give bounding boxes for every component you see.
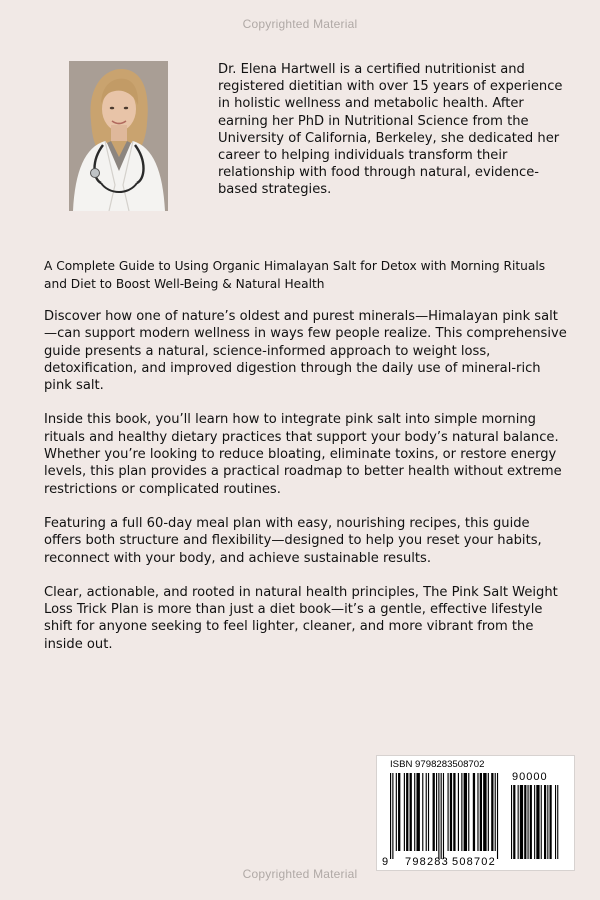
copyright-watermark-top: Copyrighted Material — [242, 17, 358, 31]
isbn-label: ISBN 9798283508702 — [390, 759, 485, 770]
description-paragraph-1: Discover how one of nature’s oldest and purest minerals—Himalayan pink salt—can support modern wellness in ways few people realize. This comprehensive guide presents a natural, science-informed approach to weight loss, detoxification, and improved digestion through the daily use of mineral-rich pink salt. — [44, 309, 567, 394]
copyright-watermark-bottom: Copyrighted Material — [242, 867, 358, 881]
book-description — [44, 308, 569, 670]
price-code: 90000 — [512, 771, 548, 783]
barcode-digits-left: 798283 — [405, 856, 449, 868]
barcode-digits-right: 508702 — [452, 856, 496, 868]
description-paragraph-3: Featuring a full 60-day meal plan with easy, nourishing recipes, this guide offers both structure and flexibility—designed to help you reset your habits, reconnect with your body, and achieve sustainable results. — [44, 515, 542, 566]
description-paragraph-2: Inside this book, you’ll learn how to integrate pink salt into simple morning rituals and healthy dietary practices that support your body’s natural balance. Whether you’re looking to reduce bloating, eliminate toxins, or restore energy levels, this plan provides a practical roadmap to better health without extreme restrictions or complicated routines. — [44, 412, 562, 497]
author-photo — [69, 61, 168, 211]
isbn-barcode — [376, 755, 575, 871]
description-paragraph-4: Clear, actionable, and rooted in natural health principles, The Pink Salt Weight Loss Trick Plan is more than just a diet book—it’s a gentle, effective lifestyle shift for anyone seeking to feel lighter, cleaner, and more vibrant from the inside out. — [44, 584, 558, 652]
book-subtitle: A Complete Guide to Using Organic Himalayan Salt for Detox with Morning Rituals and Diet to Boost Well-Being & Natural Health — [44, 259, 546, 291]
barcode-main-bars — [390, 773, 502, 859]
barcode-digit-first: 9 — [382, 856, 389, 868]
author-bio: Dr. Elena Hartwell is a certified nutritionist and registered dietitian with over 15 years of experience in holistic wellness and metabolic health. After earning her PhD in Nutritional Science from the University of California, Berkeley, she dedicated her career to helping individuals transform their relationship with food through natural, evidence-based strategies. — [218, 62, 563, 198]
barcode-addon-bars — [511, 785, 565, 859]
